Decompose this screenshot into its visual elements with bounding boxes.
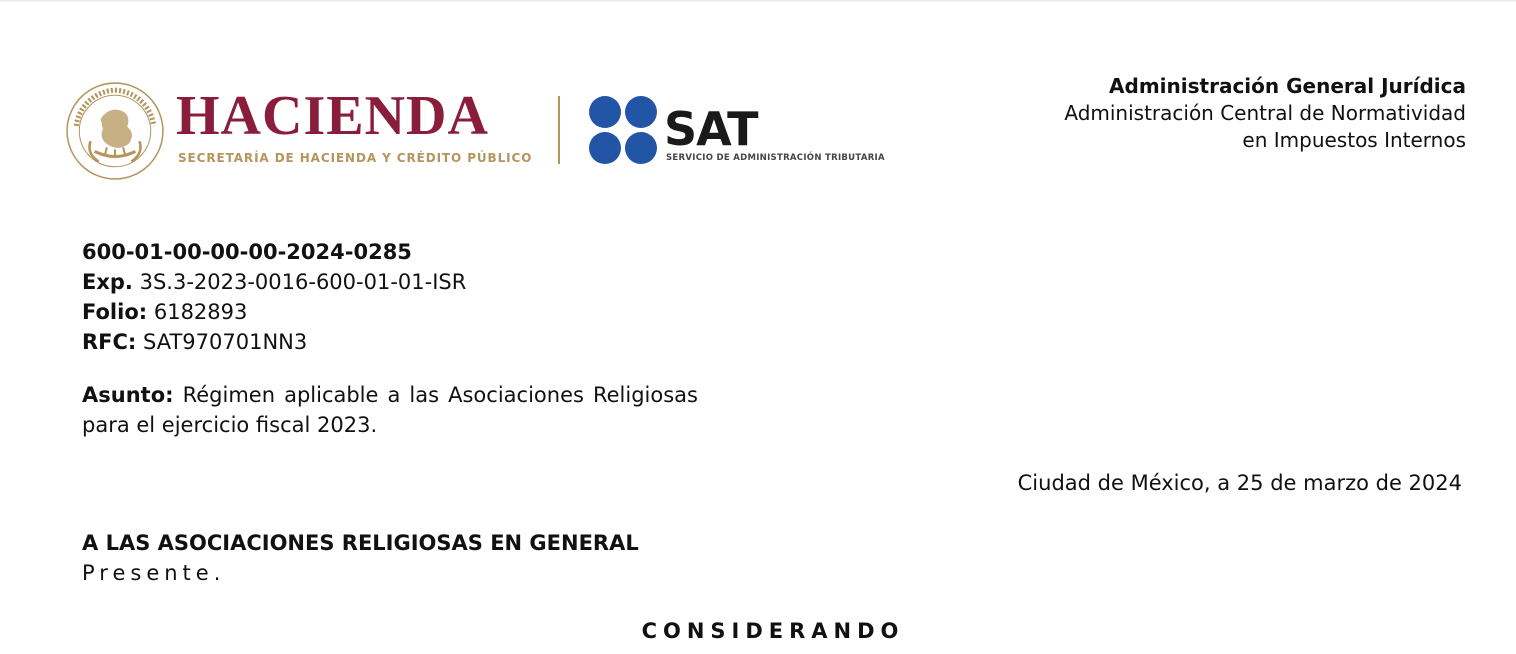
subject-label: Asunto:: [82, 383, 174, 407]
reference-block: [82, 237, 466, 357]
sat-logo-subtitle: SERVICIO DE ADMINISTRACIÓN TRIBUTARIA: [666, 153, 885, 163]
folio-label: Folio:: [82, 300, 148, 324]
logo-divider: [558, 96, 560, 164]
exp-value: 3S.3-2023-0016-600-01-01-ISR: [139, 270, 467, 294]
rfc-line: [82, 327, 466, 357]
rfc-value: SAT970701NN3: [143, 330, 308, 354]
subject-text: Régimen aplicable a las Asociaciones Religiosas para el ejercicio fiscal 2023.: [82, 383, 698, 437]
office-central-admin: Administración Central de Normatividad: [1064, 101, 1466, 125]
folio-value: 6182893: [153, 300, 248, 324]
rfc-label: RFC:: [82, 330, 137, 354]
recipient: A LAS ASOCIACIONES RELIGIOSAS EN GENERAL: [82, 531, 639, 555]
place-date: Ciudad de México, a 25 de marzo de 2024: [1017, 471, 1462, 495]
sat-logo-name: SAT: [664, 102, 758, 156]
office-general-admin: Administración General Jurídica: [1109, 74, 1466, 98]
folio-line: [82, 297, 466, 327]
hacienda-logo-subtitle: SECRETARÍA DE HACIENDA Y CRÉDITO PÚBLICO: [178, 151, 533, 165]
exp-line: [82, 267, 466, 297]
section-heading: CONSIDERANDO: [641, 619, 905, 643]
office-central-admin-cont: en Impuestos Internos: [1242, 128, 1466, 152]
greeting: Presente.: [82, 561, 226, 585]
issuing-office: [1064, 73, 1466, 154]
hacienda-logo-name: HACIENDA: [176, 85, 489, 147]
subject: [82, 380, 698, 440]
page-top-edge: [0, 0, 1516, 3]
exp-label: Exp.: [82, 270, 133, 294]
document-number: 600-01-00-00-00-2024-0285: [82, 240, 412, 264]
sat-four-dots-icon: [589, 96, 657, 164]
coat-of-arms-seal-icon: [64, 80, 166, 182]
